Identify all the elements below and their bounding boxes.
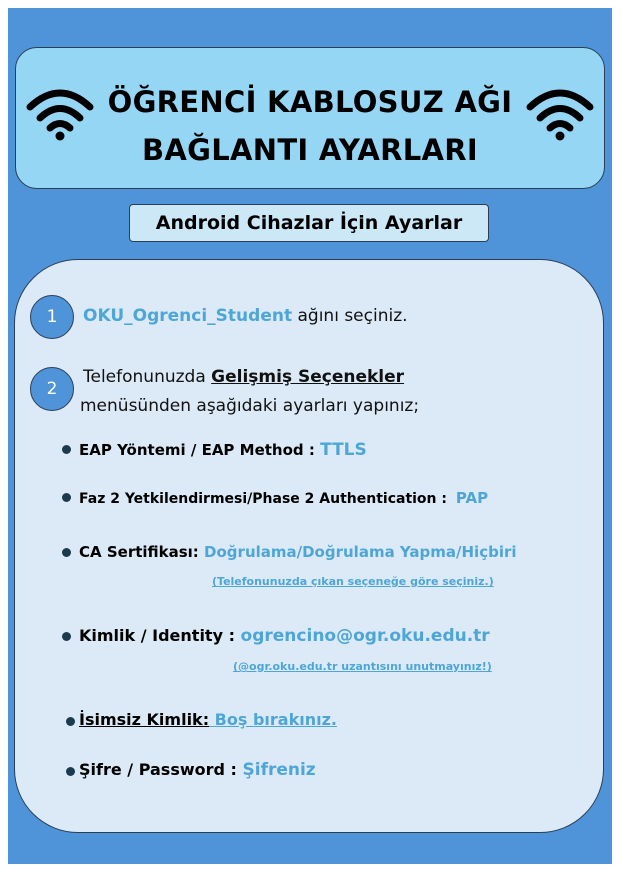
step-1-suffix: ağını seçiniz. <box>292 306 408 326</box>
ca-note: (Telefonunuzda çıkan seçeneğe göre seçiniz.) <box>212 575 494 588</box>
identity-note: (@ogr.oku.edu.tr uzantısını unutmayınız!) <box>233 660 492 673</box>
step-2-line2: menüsünden aşağıdaki ayarları yapınız; <box>80 396 420 416</box>
step-2-line1 <box>83 367 404 387</box>
bullet-icon <box>62 445 71 454</box>
setting-value: TTLS <box>320 440 367 460</box>
setting-phase2-auth <box>79 489 488 507</box>
bullet-icon <box>66 767 75 776</box>
step-number-1: 1 <box>30 295 74 339</box>
wifi-icon <box>524 85 596 141</box>
setting-label: Faz 2 Yetkilendirmesi/Phase 2 Authentication : <box>79 491 452 507</box>
setting-anonymous-identity <box>79 710 337 729</box>
setting-identity <box>79 626 490 646</box>
header-banner <box>15 47 605 189</box>
setting-value: Şifreniz <box>242 760 316 780</box>
bullet-icon <box>66 717 75 726</box>
network-name: OKU_Ogrenci_Student <box>83 306 293 326</box>
step-2-prefix: Telefonunuzda <box>83 367 212 387</box>
setting-label: Kimlik / Identity : <box>79 626 241 645</box>
setting-password <box>79 760 316 780</box>
bullet-icon <box>62 632 71 641</box>
setting-label: CA Sertifikası: <box>79 543 205 561</box>
setting-value: ogrencino@ogr.oku.edu.tr <box>240 626 490 646</box>
advanced-options: Gelişmiş Seçenekler <box>211 367 405 387</box>
page-title-line1: ÖĞRENCİ KABLOSUZ AĞI <box>107 85 513 119</box>
setting-label: EAP Yöntemi / EAP Method : <box>79 441 321 459</box>
instructions-card <box>14 259 604 833</box>
setting-label: İsimsiz Kimlik: <box>79 710 210 729</box>
bullet-icon <box>62 493 71 502</box>
step-1-text <box>83 306 408 326</box>
bullet-icon <box>62 548 71 557</box>
page-title-line2: BAĞLANTI AYARLARI <box>141 133 479 167</box>
setting-value: Boş bırakınız. <box>209 710 337 729</box>
step-number-2: 2 <box>30 367 74 411</box>
setting-value: PAP <box>455 489 489 507</box>
setting-ca-certificate <box>79 543 517 561</box>
setting-label: Şifre / Password : <box>79 760 243 779</box>
subtitle-box: Android Cihazlar İçin Ayarlar <box>129 204 489 242</box>
setting-eap-method <box>79 440 367 460</box>
setting-value: Doğrulama/Doğrulama Yapma/Hiçbiri <box>204 543 517 561</box>
